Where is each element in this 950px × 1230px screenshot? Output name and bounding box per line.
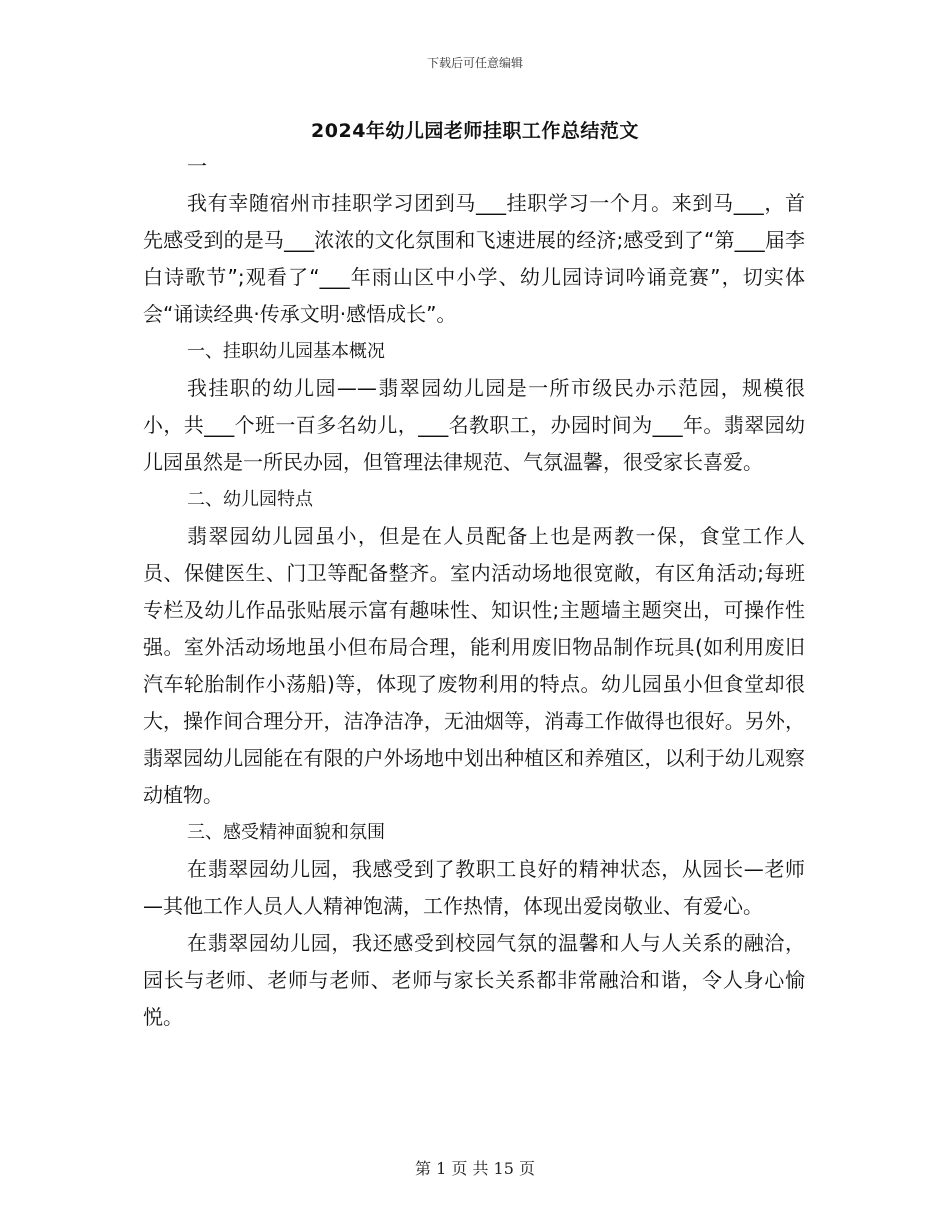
atmosphere-paragraph-1: 在翡翠园幼儿园，我感受到了教职工良好的精神状态，从园长—老师—其他工作人员人人精神饱满，工作热情，体现出爱岗敬业、有爱心。 xyxy=(143,857,805,918)
section-heading-features: 二、幼儿园特点 xyxy=(187,489,313,510)
section-marker: 一 xyxy=(187,154,207,178)
document-title: 2024年幼儿园老师挂职工作总结范文 xyxy=(311,120,639,142)
page-footer: 第 1 页 共 15 页 xyxy=(415,1159,535,1178)
overview-paragraph: 我挂职的幼儿园——翡翠园幼儿园是一所市级民办示范园，规模很小，共___个班一百多名幼儿，___名教职工，办园时间为___年。翡翠园幼儿园虽然是一所民办园，但管理法律规范、气氛温馨，很受家长喜爱。 xyxy=(143,376,805,474)
atmosphere-paragraph-2: 在翡翠园幼儿园，我还感受到校园气氛的温馨和人与人关系的融洽，园长与老师、老师与老师、老师与家长关系都非常融洽和谐，令人身心愉悦。 xyxy=(143,931,805,1029)
intro-paragraph: 我有幸随宿州市挂职学习团到马___挂职学习一个月。来到马___，首先感受到的是马___浓浓的文化氛围和飞速进展的经济;感受到了“第___届李白诗歌节”;观看了“___年雨山区中小学、幼儿园诗词吟诵竞赛”，切实体会“诵读经典·传承文明·感悟成长”。 xyxy=(143,191,805,326)
document-body xyxy=(143,148,805,1036)
section-heading-atmosphere: 三、感受精神面貌和氛围 xyxy=(187,822,385,843)
section-heading-overview: 一、挂职幼儿园基本概况 xyxy=(187,341,385,362)
header-note: 下载后可任意编辑 xyxy=(426,56,523,70)
features-paragraph: 翡翠园幼儿园虽小，但是在人员配备上也是两教一保，食堂工作人员、保健医生、门卫等配备整齐。室内活动场地很宽敞，有区角活动;每班专栏及幼儿作品张贴展示富有趣味性、知识性;主题墙主题突出，可操作性强。室外活动场地虽小但布局合理，能利用废旧物品制作玩具(如利用废旧汽车轮胎制作小荡船)等，体现了废物利用的特点。幼儿园虽小但食堂却很大，操作间合理分开，洁净洁净，无油烟等，消毒工作做得也很好。另外，翡翠园幼儿园能在有限的户外场地中划出种植区和养殖区，以利于幼儿观察动植物。 xyxy=(143,524,805,807)
